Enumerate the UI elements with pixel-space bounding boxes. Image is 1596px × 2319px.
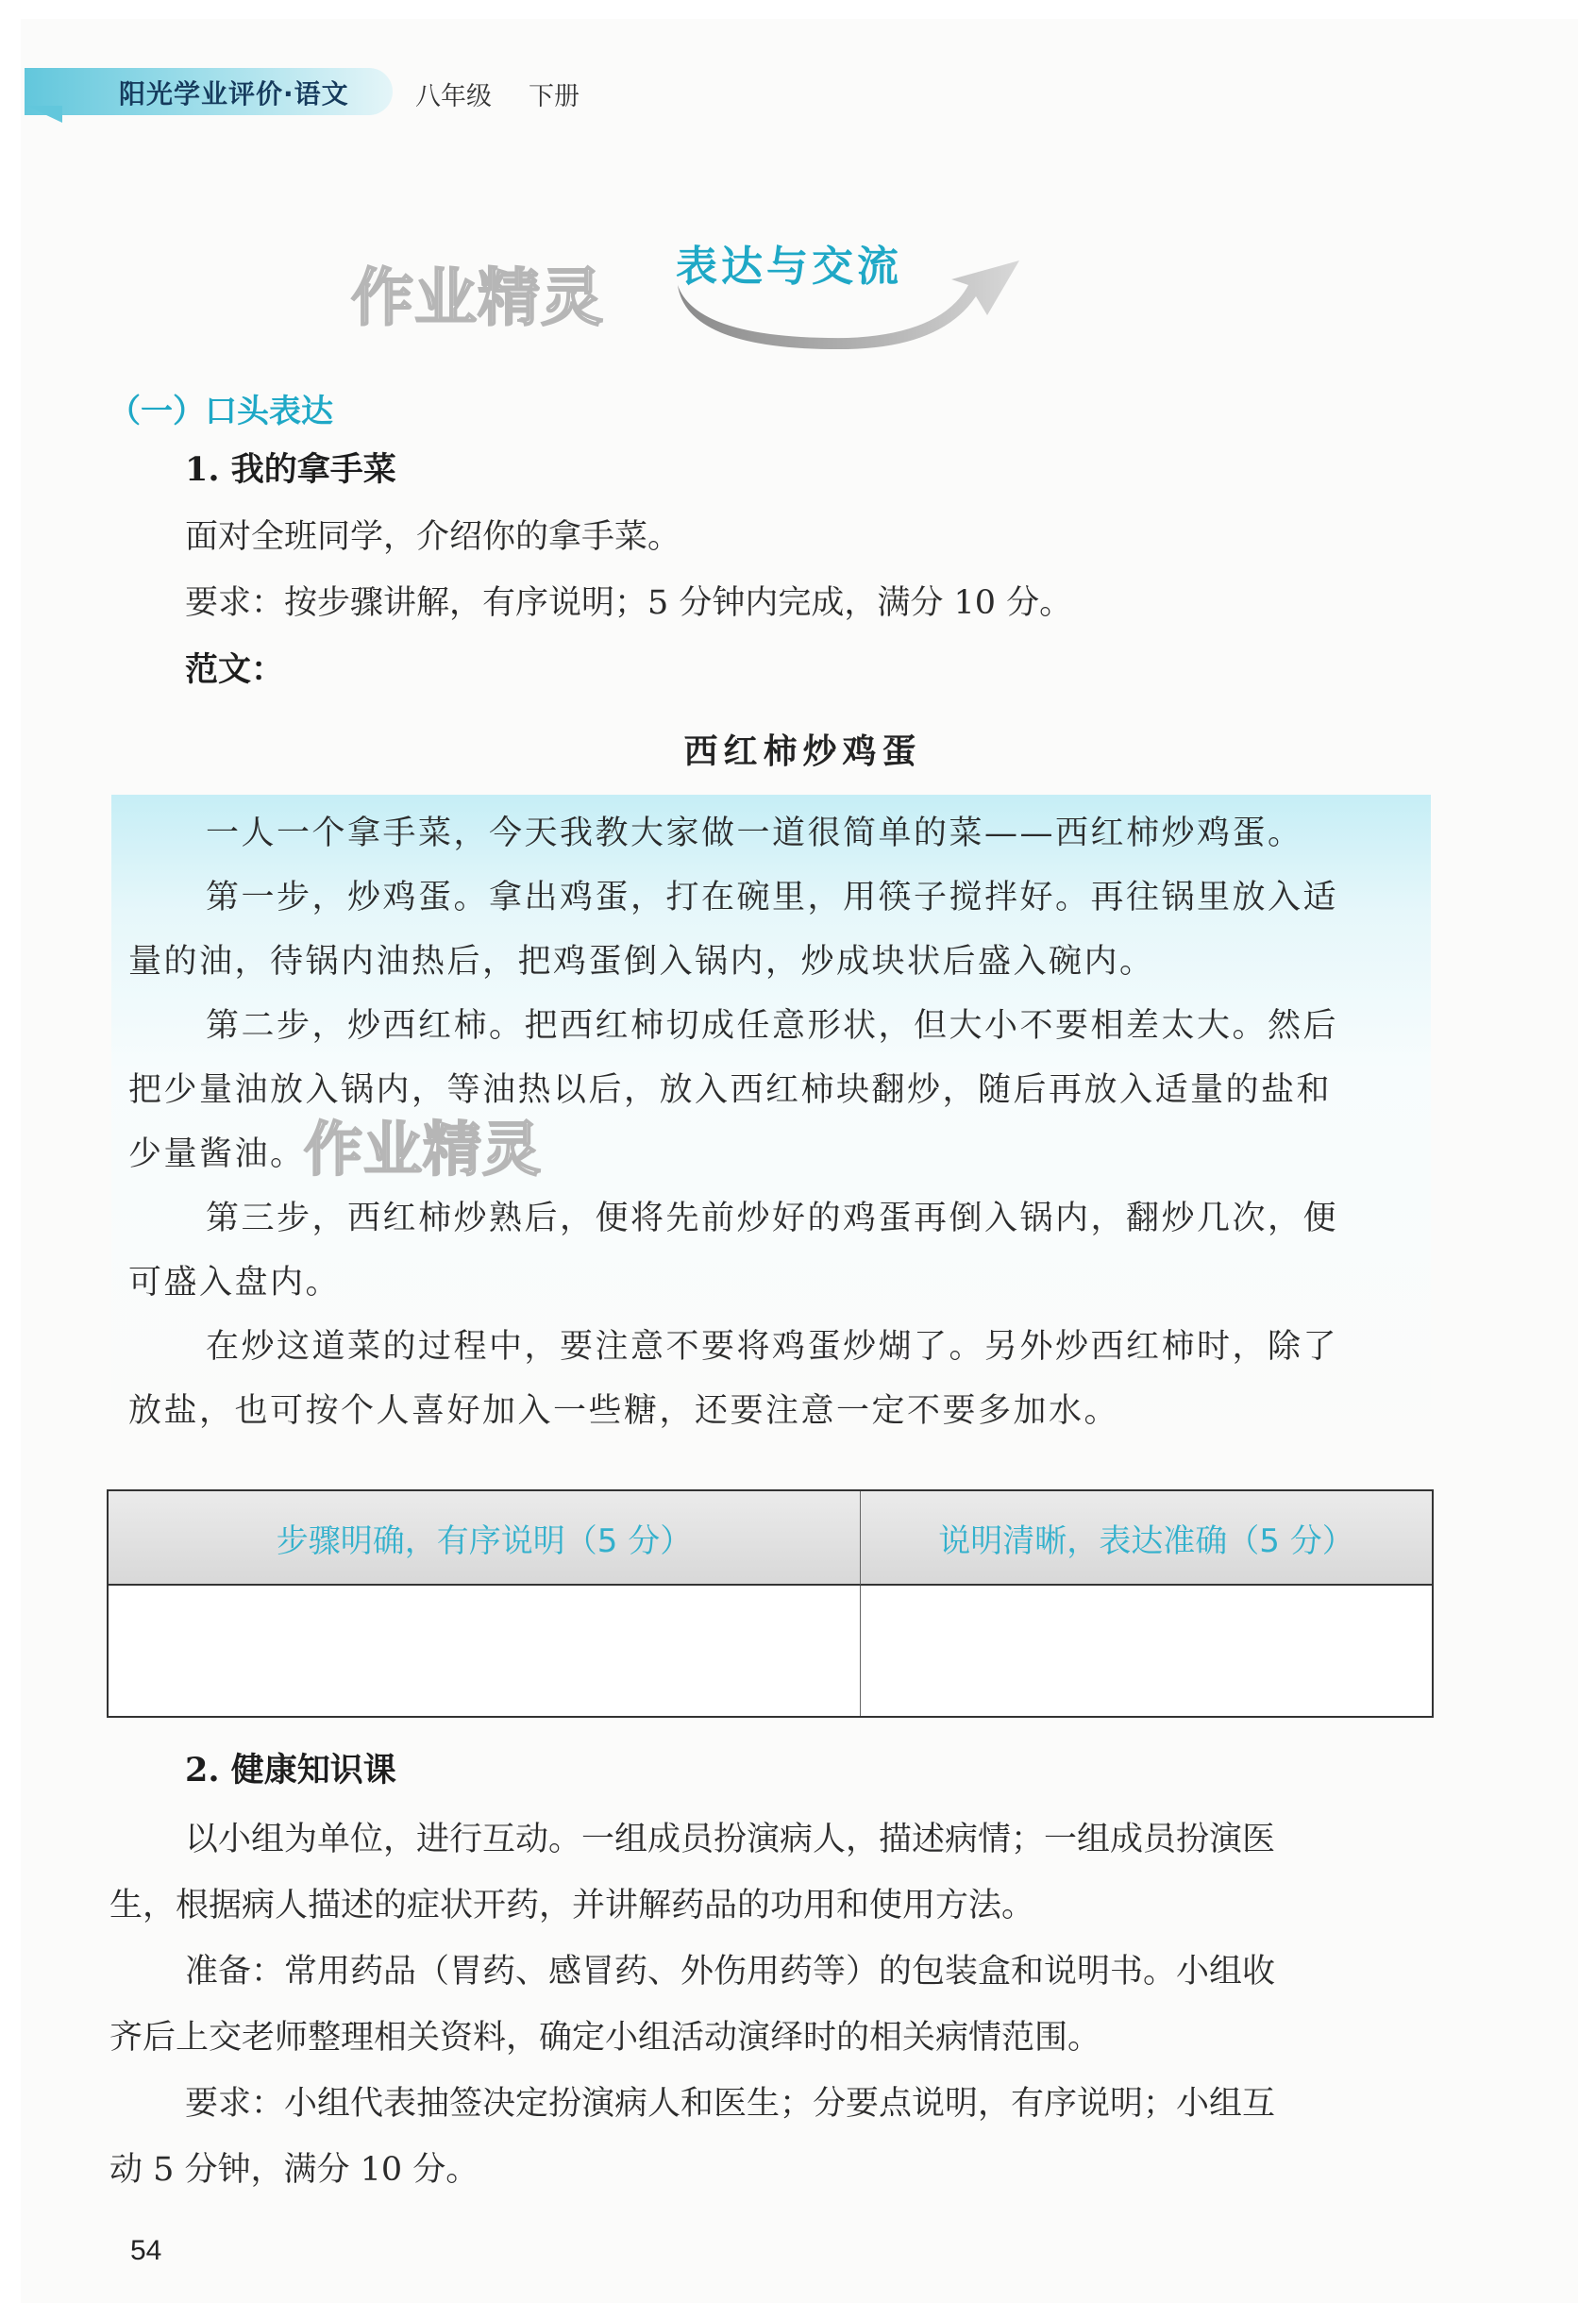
score-table (107, 1489, 1434, 1718)
task2-line: 要求：小组代表抽签决定扮演病人和医生；分要点说明，有序说明；小组互 (185, 2085, 1276, 2123)
header-band-tip (26, 106, 62, 123)
essay-title: 西红柿炒鸡蛋 (683, 731, 922, 771)
score-cell-clarity[interactable] (861, 1586, 1432, 1716)
task2-line: 生，根据病人描述的症状开药，并讲解药品的功用和使用方法。 (109, 1887, 1035, 1924)
score-cell-steps[interactable] (109, 1586, 861, 1716)
essay-line: 可盛入盘内。 (128, 1264, 342, 1302)
task2-line: 齐后上交老师整理相关资料，确定小组活动演绎时的相关病情范围。 (109, 2019, 1101, 2057)
task2-line: 动 5 分钟，满分 10 分。 (109, 2151, 479, 2189)
score-table-header: 步骤明确，有序说明（5 分） (109, 1491, 861, 1586)
header-volume: 下册 (529, 82, 580, 111)
essay-line: 在炒这道菜的过程中，要注意不要将鸡蛋炒煳了。另外炒西红柿时，除了 (206, 1328, 1339, 1366)
essay-line: 把少量油放入锅内，等油热以后，放入西红柿块翻炒，随后再放入适量的盐和 (128, 1071, 1333, 1109)
task2-heading: 2. 健康知识课 (185, 1751, 396, 1790)
essay-line: 第二步，炒西红柿。把西红柿切成任意形状，但大小不要相差太大。然后 (206, 1007, 1339, 1045)
essay-line: 量的油，待锅内油热后，把鸡蛋倒入锅内，炒成块状后盛入碗内。 (128, 943, 1155, 981)
task2-line: 准备：常用药品（胃药、感冒药、外伤用药等）的包装盒和说明书。小组收 (185, 1953, 1276, 1991)
header-series-title: 阳光学业评价·语文 (119, 78, 349, 109)
sample-label: 范文： (185, 650, 285, 689)
task1-heading: 1. 我的拿手菜 (185, 450, 396, 489)
page-number: 54 (130, 2235, 162, 2266)
task1-prompt: 面对全班同学，介绍你的拿手菜。 (185, 518, 681, 556)
essay-line: 放盐，也可按个人喜好加入一些糖，还要注意一定不要多加水。 (128, 1392, 1120, 1430)
essay-line: 少量酱油。 (128, 1135, 306, 1173)
section-title: （一）口头表达 (109, 393, 333, 430)
essay-line: 一人一个拿手菜，今天我教大家做一道很简单的菜——西红柿炒鸡蛋。 (206, 815, 1303, 852)
essay-line: 第一步，炒鸡蛋。拿出鸡蛋，打在碗里，用筷子搅拌好。再往锅里放入适 (206, 879, 1339, 916)
banner-title: 表达与交流 (676, 243, 902, 291)
score-table-header: 说明清晰，表达准确（5 分） (861, 1491, 1432, 1586)
watermark-logo: 作业精灵 (351, 261, 604, 334)
task1-requirement: 要求：按步骤讲解，有序说明；5 分钟内完成，满分 10 分。 (185, 584, 1073, 622)
essay-line: 第三步，西红柿炒熟后，便将先前炒好的鸡蛋再倒入锅内，翻炒几次，便 (206, 1200, 1339, 1237)
watermark-logo: 作业精灵 (304, 1115, 543, 1184)
header-grade: 八年级 (415, 82, 492, 111)
task2-line: 以小组为单位，进行互动。一组成员扮演病人，描述病情；一组成员扮演医 (185, 1821, 1276, 1858)
